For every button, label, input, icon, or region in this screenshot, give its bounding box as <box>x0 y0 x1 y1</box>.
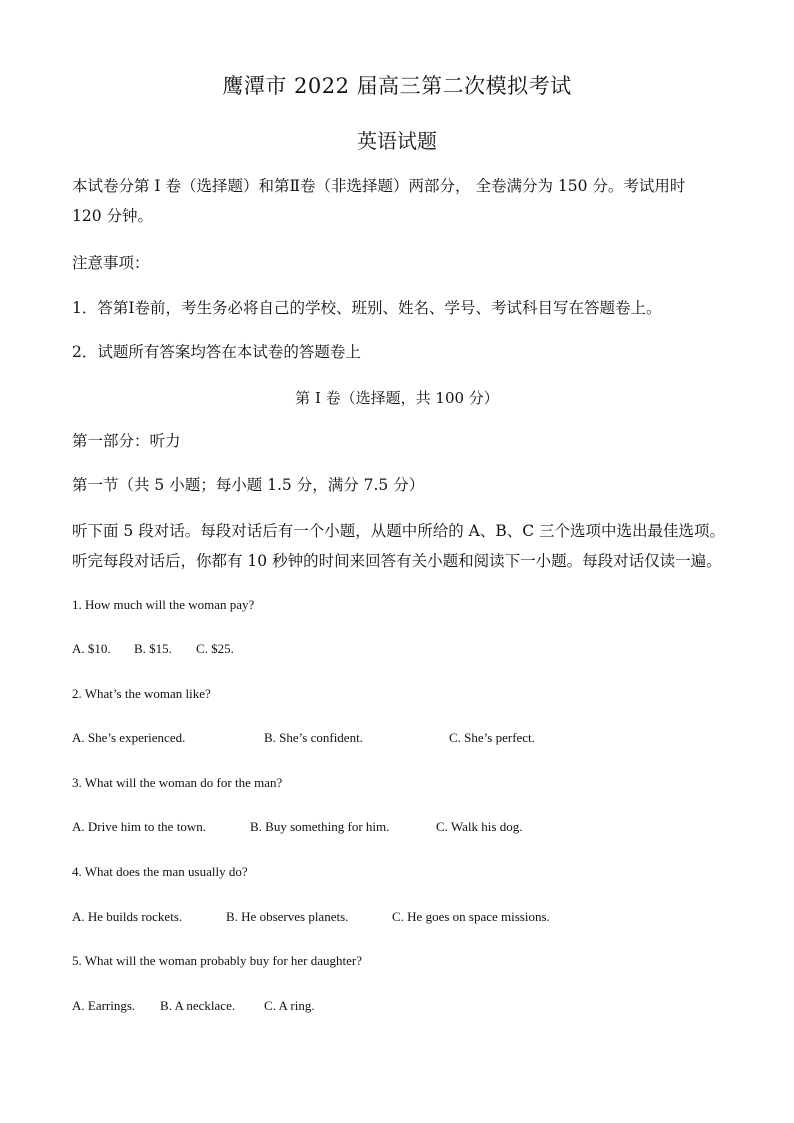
option-c: C. A ring. <box>264 998 315 1013</box>
question-3: 3. What will the woman do for the man? <box>72 775 283 790</box>
options-1 <box>72 641 234 657</box>
option-a: A. $10. <box>72 641 111 656</box>
option-a: A. Drive him to the town. <box>72 819 206 834</box>
instructions-line-2: 听完每段对话后，你都有 10 秒钟的时间来回答有关小题和阅读下一小题。每段对话仅读一遍。 <box>72 552 722 570</box>
option-a: A. Earrings. <box>72 998 136 1013</box>
question-2: 2. What’s the woman like? <box>72 686 211 701</box>
intro-line-2: 120 分钟。 <box>72 207 154 225</box>
options-3 <box>72 819 522 835</box>
option-b: B. $15. <box>134 641 172 656</box>
options-5 <box>72 998 315 1014</box>
option-b: B. She’s confident. <box>264 730 363 745</box>
notice-item-1: 1．答第Ⅰ卷前，考生务必将自己的学校、班别、姓名、学号、考试科目写在答题卷上。 <box>72 299 662 317</box>
notice-heading: 注意事项： <box>72 254 150 272</box>
instructions-line-1: 听下面 5 段对话。每段对话后有一个小题，从题中所给的 A、B、C 三个选项中选出最佳选项。 <box>72 522 726 540</box>
option-b: B. A necklace. <box>160 998 236 1013</box>
exam-title: 鹰潭市 2022 届高三第二次模拟考试 <box>222 74 572 98</box>
section-heading: 第一节（共 5 小题；每小题 1.5 分，满分 7.5 分） <box>72 476 425 494</box>
question-5: 5. What will the woman probably buy for her daughter? <box>72 953 363 968</box>
option-a: A. She’s experienced. <box>72 730 186 745</box>
question-1: 1. How much will the woman pay? <box>72 597 255 612</box>
options-2 <box>72 730 535 746</box>
part-heading: 第一部分：听力 <box>72 432 181 450</box>
notice-item-2: 2．试题所有答案均答在本试卷的答题卷上 <box>72 343 361 361</box>
volume-heading: 第 I 卷（选择题，共 100 分） <box>295 389 499 407</box>
exam-subtitle: 英语试题 <box>357 129 437 153</box>
question-4: 4. What does the man usually do? <box>72 864 248 879</box>
option-a: A. He builds rockets. <box>72 909 183 924</box>
option-c: C. Walk his dog. <box>436 819 523 834</box>
option-c: C. He goes on space missions. <box>392 909 550 924</box>
option-b: B. He observes planets. <box>226 909 349 924</box>
options-4 <box>72 909 550 925</box>
intro-line-1: 本试卷分第 I 卷（选择题）和第Ⅱ卷（非选择题）两部分， 全卷满分为 150 分。考试用时 <box>72 177 686 195</box>
option-c: C. $25. <box>196 641 234 656</box>
option-b: B. Buy something for him. <box>250 819 390 834</box>
option-c: C. She’s perfect. <box>449 730 535 745</box>
